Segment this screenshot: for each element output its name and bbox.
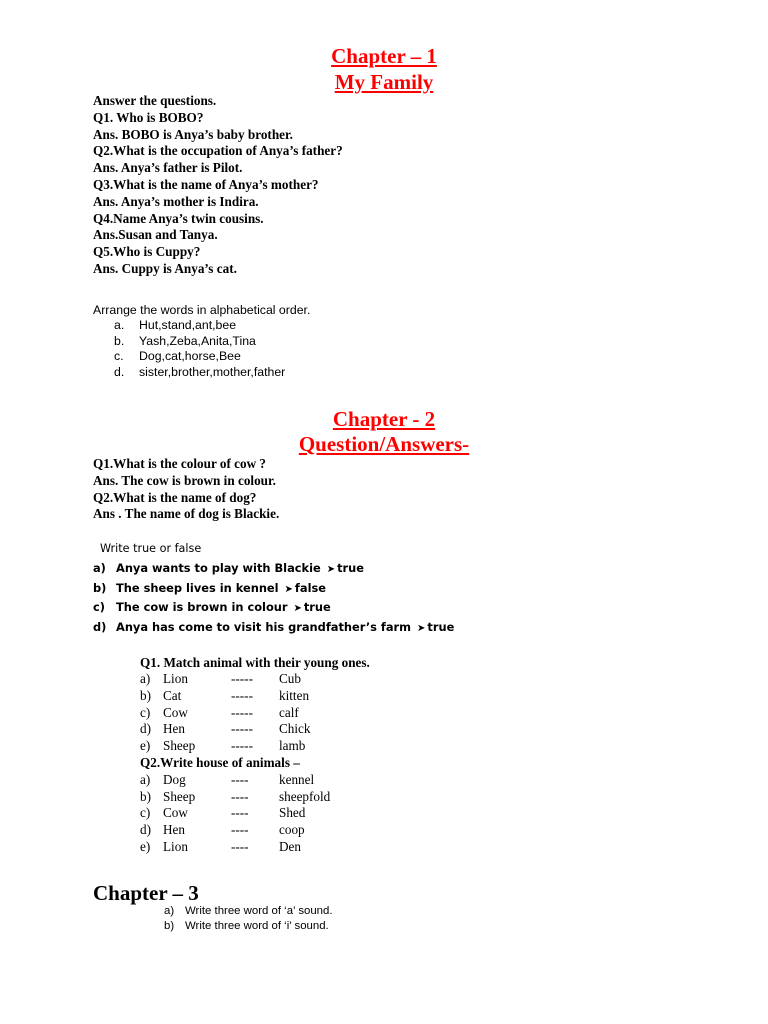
list-marker: a): [140, 771, 151, 787]
young-name: lamb: [279, 738, 306, 754]
dash-separator: ----: [231, 771, 249, 787]
list-item: [140, 705, 300, 722]
qa-line: Q5.Who is Cuppy?: [93, 244, 201, 260]
list-item: [93, 598, 454, 618]
list-text: Yash,Zeba,Anita,Tina: [139, 333, 256, 348]
list-item: [164, 904, 333, 919]
list-marker: b): [164, 919, 175, 932]
list-marker: b): [140, 687, 151, 703]
list-item: [140, 671, 300, 688]
dash-separator: -----: [231, 671, 253, 686]
list-item: [114, 334, 285, 350]
house-name: kennel: [279, 771, 315, 787]
chapter-3-title: Chapter – 3: [93, 881, 199, 905]
list-marker: a.: [114, 318, 125, 332]
list-marker: d.: [114, 364, 125, 379]
animal-name: Cow: [163, 805, 188, 821]
list-item: [140, 771, 315, 789]
dash-separator: ----: [231, 805, 249, 821]
list-item: [140, 805, 306, 822]
house-name: coop: [279, 822, 305, 838]
animal-name: Dog: [163, 771, 186, 787]
qa-line: Ans. BOBO is Anya’s baby brother.: [93, 126, 293, 142]
arrow-right-icon: ➤: [284, 583, 293, 595]
qa-line: Ans. The cow is brown in colour.: [93, 472, 276, 488]
dash-separator: -----: [231, 704, 253, 720]
list-item: [140, 721, 311, 738]
list-text: Dog,cat,horse,Bee: [139, 349, 241, 363]
dash-separator: ----: [231, 788, 249, 804]
dash-separator: ----: [231, 822, 249, 838]
list-item: [114, 318, 285, 334]
list-marker: e): [140, 738, 151, 754]
animal-name: Hen: [163, 822, 185, 838]
list-marker: c): [93, 600, 105, 614]
answer-text: true: [427, 619, 455, 634]
statement-text: Anya wants to play with Blackie: [116, 561, 321, 575]
qa-line: Ans. Anya’s father is Pilot.: [93, 160, 243, 176]
list-item: [93, 618, 454, 638]
list-item: [114, 365, 285, 381]
arrow-right-icon: ➤: [293, 603, 302, 614]
list-item: [140, 788, 331, 806]
list-item: [140, 687, 310, 705]
animal-name: Sheep: [163, 738, 196, 754]
answer-text: true: [303, 600, 331, 614]
animal-name: Sheep: [163, 788, 196, 804]
qa-line: Q4.Name Anya’s twin cousins.: [93, 210, 264, 226]
young-name: calf: [279, 704, 299, 720]
qa-line: Ans.Susan and Tanya.: [93, 227, 218, 243]
qa-line: Q2.What is the occupation of Anya’s father?: [93, 143, 343, 159]
list-marker: d): [93, 619, 107, 634]
match-list: [140, 671, 331, 856]
chapter-2-subtitle: Question/Answers-: [298, 432, 470, 456]
list-marker: b): [140, 788, 151, 804]
dash-separator: -----: [231, 721, 253, 737]
arrange-instruction: Arrange the words in alphabetical order.: [93, 303, 311, 317]
list-marker: c): [140, 704, 151, 720]
answer-text: true: [337, 561, 364, 575]
house-name: sheepfold: [279, 788, 331, 804]
arrange-list: [114, 318, 285, 380]
animal-name: Lion: [163, 671, 188, 686]
dash-separator: -----: [231, 687, 253, 703]
list-item: [140, 839, 300, 856]
list-marker: c): [140, 805, 151, 821]
true-false-list: [93, 559, 454, 637]
answer-text: false: [294, 580, 326, 595]
chapter-2-title: Chapter - 2: [332, 407, 436, 431]
house-name: Shed: [279, 805, 306, 821]
qa-line: Q3.What is the name of Anya’s mother?: [93, 176, 319, 192]
statement-text: The sheep lives in kennel: [116, 580, 279, 595]
list-item: [164, 919, 333, 934]
dash-separator: ----: [231, 838, 249, 854]
true-false-instruction: Write true or false: [100, 542, 202, 555]
young-name: Cub: [279, 671, 301, 686]
statement-text: Anya has come to visit his grandfather’s farm: [116, 619, 412, 634]
list-marker: a): [164, 905, 175, 917]
qa-line: Ans. Anya’s mother is Indira.: [93, 193, 259, 209]
list-text: Hut,stand,ant,bee: [139, 318, 237, 332]
animal-name: Cat: [163, 687, 182, 703]
statement-text: The cow is brown in colour: [116, 600, 288, 614]
list-text: Write three word of ‘a’ sound.: [185, 905, 333, 917]
chapter-3-list: [164, 904, 333, 933]
list-item: [140, 738, 306, 755]
list-marker: a): [93, 561, 106, 575]
list-text: Write three word of ‘i’ sound.: [185, 919, 329, 932]
list-marker: b.: [114, 333, 125, 348]
list-marker: a): [140, 671, 151, 686]
qa-line: Ans . The name of dog is Blackie.: [93, 506, 280, 522]
list-marker: e): [140, 838, 151, 854]
young-name: kitten: [279, 687, 310, 703]
qa-line: Q1.What is the colour of cow ?: [93, 456, 267, 471]
list-item: [140, 822, 305, 839]
qa-line: Ans. Cuppy is Anya’s cat.: [93, 260, 237, 276]
dash-separator: -----: [231, 738, 253, 754]
chapter-1-subtitle: My Family: [334, 70, 434, 94]
qa-line: Answer the questions.: [93, 93, 217, 108]
list-item: [93, 579, 454, 599]
qa-line: Q1. Who is BOBO?: [93, 109, 204, 125]
young-name: Chick: [279, 721, 311, 737]
list-text: sister,brother,mother,father: [139, 364, 286, 379]
list-item: [114, 349, 285, 365]
chapter-1-questions: [93, 93, 343, 278]
chapter-2-questions: [93, 456, 279, 523]
animal-name: Cow: [163, 704, 188, 720]
arrow-right-icon: ➤: [417, 622, 426, 634]
house-question: Q2.Write house of animals –: [140, 754, 300, 770]
chapter-1-title: Chapter – 1: [331, 44, 437, 68]
list-marker: d): [140, 822, 151, 838]
list-item: [93, 559, 454, 579]
house-name: Den: [279, 838, 301, 854]
list-marker: b): [93, 580, 107, 595]
list-marker: c.: [114, 349, 124, 363]
list-marker: d): [140, 721, 151, 737]
animal-name: Hen: [163, 721, 185, 737]
animal-name: Lion: [163, 838, 188, 854]
arrow-right-icon: ➤: [326, 564, 336, 575]
qa-line: Q2.What is the name of dog?: [93, 489, 257, 505]
match-question: Q1. Match animal with their young ones.: [140, 655, 370, 670]
